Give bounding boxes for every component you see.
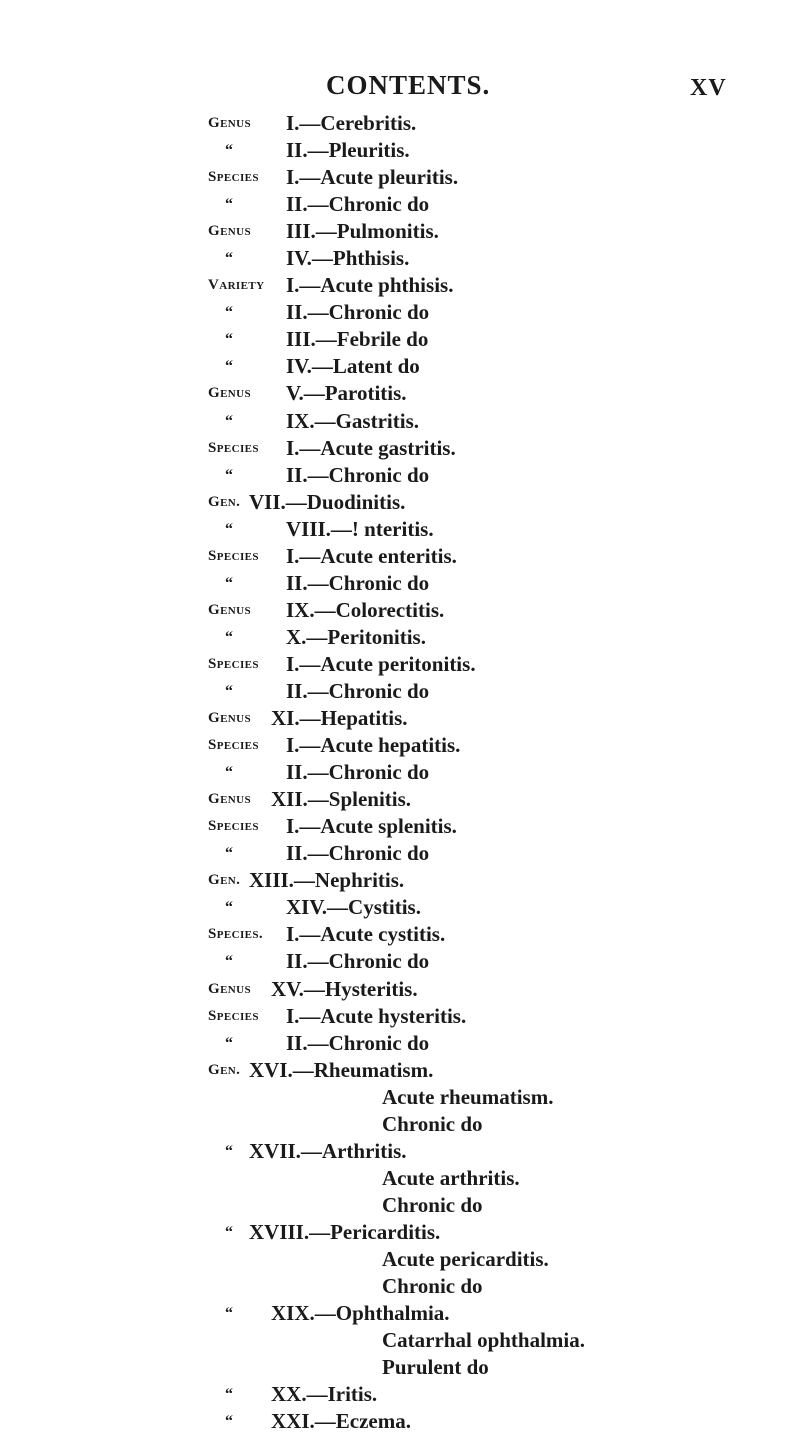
- ditto-mark: “: [225, 628, 233, 646]
- contents-entry: [0, 678, 800, 705]
- entry-text: Acute pericarditis.: [382, 1246, 549, 1271]
- ditto-mark: “: [225, 764, 233, 782]
- contents-entry: [0, 840, 800, 867]
- contents-entry: [0, 1273, 800, 1300]
- entry-text: XXI.—Eczema.: [271, 1409, 411, 1434]
- entry-text: XI.—Hepatitis.: [271, 706, 408, 731]
- contents-entry: [0, 516, 800, 543]
- entry-text: XVII.—Arthritis.: [249, 1138, 407, 1163]
- contents-entry: [0, 1219, 800, 1246]
- classification-label: Species: [208, 818, 259, 835]
- classification-label: Gen.: [208, 872, 241, 889]
- ditto-mark: “: [225, 845, 233, 863]
- classification-label: Species: [208, 547, 259, 564]
- contents-list: [0, 110, 800, 1435]
- contents-entry: [0, 1165, 800, 1192]
- page-number: XV: [690, 75, 727, 101]
- classification-label: Species: [208, 439, 259, 456]
- contents-entry: [0, 921, 800, 948]
- ditto-mark: “: [225, 1142, 233, 1160]
- contents-entry: [0, 867, 800, 894]
- ditto-mark: “: [225, 358, 233, 376]
- contents-entry: [0, 1111, 800, 1138]
- contents-entry: [0, 948, 800, 975]
- contents-entry: [0, 543, 800, 570]
- contents-entry: [0, 1192, 800, 1219]
- entry-text: XII.—Splenitis.: [271, 787, 412, 812]
- classification-label: Species: [208, 1007, 259, 1024]
- contents-entry: [0, 813, 800, 840]
- contents-entry: [0, 408, 800, 435]
- entry-text: II.—Chronic do: [286, 1030, 430, 1055]
- entry-text: II.—Chronic do: [286, 462, 430, 487]
- entry-text: II.—Chronic do: [286, 192, 430, 217]
- contents-entry: [0, 462, 800, 489]
- entry-text: I.—Acute cystitis.: [286, 922, 446, 947]
- entry-text: II.—Chronic do: [286, 841, 430, 866]
- contents-entry: [0, 1084, 800, 1111]
- contents-entry: [0, 976, 800, 1003]
- contents-entry: [0, 164, 800, 191]
- entry-text: IV.—Latent do: [286, 354, 420, 379]
- entry-text: I.—Acute peritonitis.: [286, 651, 476, 676]
- ditto-mark: “: [225, 466, 233, 484]
- contents-entry: [0, 272, 800, 299]
- entry-text: Chronic do: [382, 1111, 483, 1136]
- contents-entry: [0, 1354, 800, 1381]
- contents-entry: [0, 218, 800, 245]
- contents-entry: [0, 245, 800, 272]
- page-title: CONTENTS.: [326, 70, 491, 100]
- entry-text: I.—Acute phthisis.: [286, 273, 454, 298]
- contents-entry: [0, 137, 800, 164]
- entry-text: II.—Chronic do: [286, 760, 430, 785]
- classification-label: Genus: [208, 115, 252, 131]
- entry-text: II.—Chronic do: [286, 678, 430, 703]
- entry-text: Catarrhal ophthalmia.: [382, 1328, 586, 1353]
- entry-text: II.—Chronic do: [286, 949, 430, 974]
- contents-entry: [0, 759, 800, 786]
- ditto-mark: “: [225, 520, 233, 538]
- entry-text: XV.—Hysteritis.: [271, 976, 418, 1001]
- entry-text: IV.—Phthisis.: [286, 246, 410, 271]
- entry-text: XIII.—Nephritis.: [249, 868, 405, 893]
- entry-text: VII.—Duodinitis.: [249, 489, 406, 514]
- entry-text: XIX.—Ophthalmia.: [271, 1301, 450, 1326]
- entry-text: VIII.—! nteritis.: [286, 516, 434, 541]
- ditto-mark: “: [225, 250, 233, 268]
- contents-entry: [0, 1327, 800, 1354]
- entry-text: I.—Acute splenitis.: [286, 814, 457, 839]
- entry-text: I.—Acute enteritis.: [286, 543, 457, 568]
- entry-text: I.—Acute hepatitis.: [286, 733, 461, 758]
- classification-label: Gen.: [208, 493, 241, 510]
- entry-text: III.—Pulmonitis.: [286, 219, 439, 244]
- entry-text: II.—Pleuritis.: [286, 138, 410, 163]
- classification-label: Genus: [208, 223, 252, 240]
- ditto-mark: “: [225, 574, 233, 592]
- ditto-mark: “: [225, 1034, 233, 1052]
- entry-text: X.—Peritonitis.: [286, 624, 426, 649]
- ditto-mark: “: [225, 1413, 233, 1431]
- entry-text: I.—Acute hysteritis.: [286, 1003, 467, 1028]
- contents-entry: [0, 651, 800, 678]
- contents-entry: [0, 1030, 800, 1057]
- entry-text: II.—Chronic do: [286, 570, 430, 595]
- ditto-mark: “: [225, 412, 233, 430]
- entry-text: Acute arthritis.: [382, 1165, 520, 1190]
- entry-text: XVIII.—Pericarditis.: [249, 1219, 441, 1244]
- entry-text: XIV.—Cystitis.: [286, 895, 421, 920]
- classification-label: Variety: [208, 277, 265, 294]
- contents-entry: [0, 1381, 800, 1408]
- contents-entry: [0, 326, 800, 353]
- contents-entry: [0, 1057, 800, 1084]
- contents-entry: [0, 1246, 800, 1273]
- classification-label: Species.: [208, 926, 264, 943]
- entry-text: I.—Cerebritis.: [286, 111, 417, 135]
- entry-text: XVI.—Rheumatism.: [249, 1057, 434, 1082]
- contents-entry: [0, 353, 800, 380]
- contents-entry: [0, 597, 800, 624]
- classification-label: Species: [208, 737, 259, 754]
- contents-entry: [0, 732, 800, 759]
- classification-label: Gen.: [208, 1061, 241, 1078]
- entry-text: I.—Acute gastritis.: [286, 435, 456, 460]
- entry-text: Chronic do: [382, 1192, 483, 1217]
- contents-entry: [0, 786, 800, 813]
- entry-text: V.—Parotitis.: [286, 381, 407, 406]
- ditto-mark: “: [225, 196, 233, 214]
- classification-label: Genus: [208, 980, 252, 997]
- classification-label: Genus: [208, 791, 252, 808]
- ditto-mark: “: [225, 1386, 233, 1404]
- contents-entry: [0, 435, 800, 462]
- ditto-mark: “: [225, 682, 233, 700]
- contents-entry: [0, 489, 800, 516]
- ditto-mark: “: [225, 331, 233, 349]
- entry-text: IX.—Gastritis.: [286, 408, 419, 433]
- entry-text: IX.—Colorectitis.: [286, 597, 445, 622]
- entry-text: Acute rheumatism.: [382, 1084, 554, 1109]
- ditto-mark: “: [225, 953, 233, 971]
- contents-entry: [0, 1003, 800, 1030]
- contents-entry: [0, 191, 800, 218]
- contents-entry: [0, 299, 800, 326]
- ditto-mark: “: [225, 1305, 233, 1323]
- contents-entry: [0, 570, 800, 597]
- entry-text: III.—Febrile do: [286, 327, 429, 352]
- ditto-mark: “: [225, 304, 233, 322]
- entry-text: Chronic do: [382, 1274, 483, 1299]
- classification-label: Species: [208, 169, 259, 186]
- contents-entry: [0, 624, 800, 651]
- classification-label: Genus: [208, 710, 252, 727]
- contents-entry: [0, 894, 800, 921]
- entry-text: I.—Acute pleuritis.: [286, 165, 459, 190]
- classification-label: Genus: [208, 601, 252, 618]
- contents-entry: [0, 110, 800, 137]
- contents-entry: [0, 380, 800, 407]
- classification-label: Species: [208, 655, 259, 672]
- contents-entry: [0, 1300, 800, 1327]
- ditto-mark: “: [225, 899, 233, 917]
- ditto-mark: “: [225, 1223, 233, 1241]
- page-header: [0, 0, 800, 110]
- ditto-mark: “: [225, 142, 233, 160]
- entry-text: II.—Chronic do: [286, 300, 430, 325]
- entry-text: Purulent do: [382, 1355, 489, 1380]
- entry-text: XX.—Iritis.: [271, 1382, 378, 1407]
- classification-label: Genus: [208, 385, 252, 402]
- contents-entry: [0, 705, 800, 732]
- contents-entry: [0, 1138, 800, 1165]
